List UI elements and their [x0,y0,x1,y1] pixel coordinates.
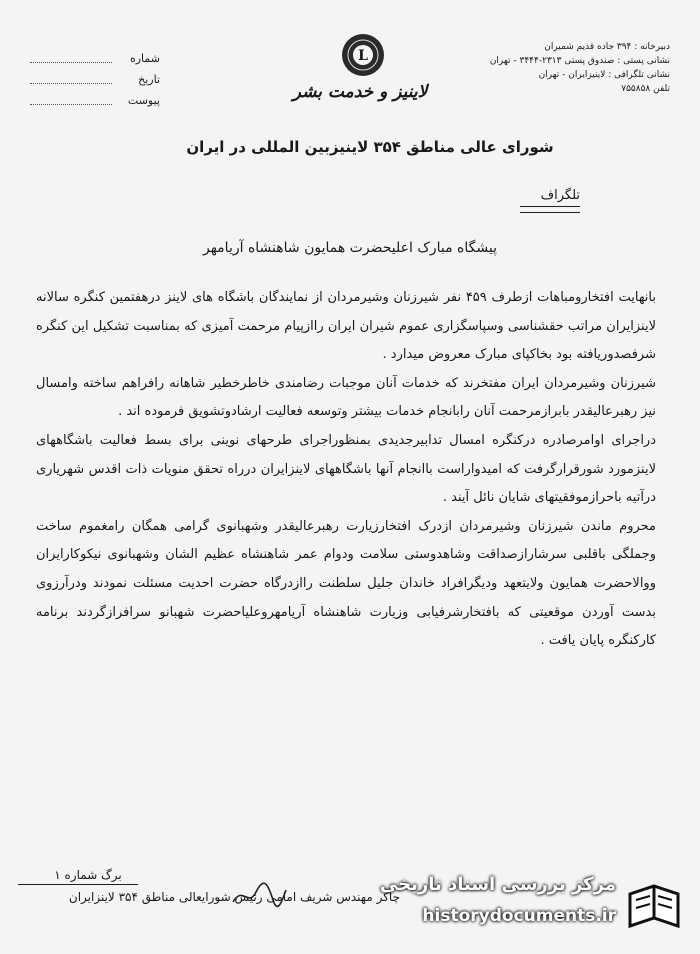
address-block [470,40,670,96]
label-number: شماره [129,52,160,65]
divider [18,884,138,885]
label-attachment: پیوست [127,94,160,107]
dotted-line [30,96,112,105]
form-fields [30,48,160,111]
council-title: شورای عالی مناطق ۳۵۴ لاینیزبین المللی در ایران [186,138,554,156]
salutation: پیشگاه مبارک اعلیحضرت همایون شاهنشاه آریامهر [203,240,497,256]
address-line: نشانی تلگرافی : لاینیزایران - تهران [538,70,670,80]
paragraph: بانهایت افتخارومباهات ازطرف ۴۵۹ نفر شیرزنان وشیرمردان از نمایندگان باشگاه های لاینز درهفتمین کنگره سالانه لاینزایران مراتب حقشناسی وسپاسگزاری عموم شیران ایران راازپیام مرحمت آمیزی که بمناسبت تشکیل این کنگره شرفصدوریافته بود بخاکپای مبارک معروض میدارد . [36,290,657,363]
paragraph: محروم ماندن شیرزنان وشیرمردان ازدرک افتخارزیارت رهبرعالیقدر وشهبانوی گرامی همگان رامغموم ساخت وجملگی باقلبی سرشارازصداقت وشاهدوستی سلامت ودوام عمر شاهنشاه عظیم الشان وشهبانوی نیکوکارایران ووالاحضرت همایون ولایتعهد ودیگرافراد خاندان جلیل سلطنت راازدرگاه حضرت احدیت مسئلت نمودند ودرآرزوی بدست آوردن موقعیتی که بافتخارشرفیابی وزیارت شاهنشاه آریامهروعلیاحضرت شهبانو سرافرازگردند برنامه کارکنگره پایان یافت . [36,518,656,649]
document-type: تلگراف [520,188,580,207]
watermark-title: مرکز بررسی اسناد تاریخی [379,874,616,895]
form-row-number [30,48,160,69]
watermark-url: historydocuments.ir [422,906,616,926]
letter-body [36,284,656,656]
address-line: تلفن ۷۵۵۸۵۸ [621,84,670,94]
logo-letter: L [358,48,368,64]
signature-scribble-icon [228,880,288,910]
reference-number: ۱ [54,868,61,882]
book-logo-icon [626,882,682,932]
lions-emblem-icon [340,32,386,78]
paragraph: دراجرای اوامرصادره درکنگره امسال تدابیرجدیدی بمنظوراجرای طرحهای نوینی برای بسط فعالیت باشگاههای لاینزمورد شورقرارگرفت که امیدواراست باانجام آنها باشگاههای لاینزایران درراه تحقق منویات ذات اقدس شهریاری درآتیه باحرازموفقیتهای شایان نائل آیند . [36,432,656,506]
form-row-date [30,69,160,90]
paragraph: شیرزنان وشیرمردان ایران مفتخرند که خدمات آنان موجبات رضامندی خاطرخطیر شاهانه رافراهم ساخته وامسال نیز رهبرعالیقدر بابرازمرحمت آنان رابانجام خدمات بیشتر وتوسعه فعالیت ارشادوتشویق فرموده اند . [36,375,656,420]
address-line: دبیرخانه : ۳۹۴ جاده قدیم شمیران [544,42,670,52]
dotted-line [30,54,112,63]
reference-label: برگ شماره [64,868,122,882]
organization-name: لاینیز و خدمت بشر [292,82,428,102]
page-reference [18,868,158,882]
address-line: نشانی پستی : صندوق پستی ۲۳۱۳-۳۴۴۴ - تهران [489,56,670,66]
divider [520,212,580,213]
watermark [379,868,686,944]
signature-line: چاکر مهندس شریف امامی رئیس شورایعالی مناطق ۳۵۴ لاینزایران [68,890,400,904]
dotted-line [30,75,112,84]
form-row-attachment [30,90,160,111]
label-date: تاریخ [138,73,160,86]
